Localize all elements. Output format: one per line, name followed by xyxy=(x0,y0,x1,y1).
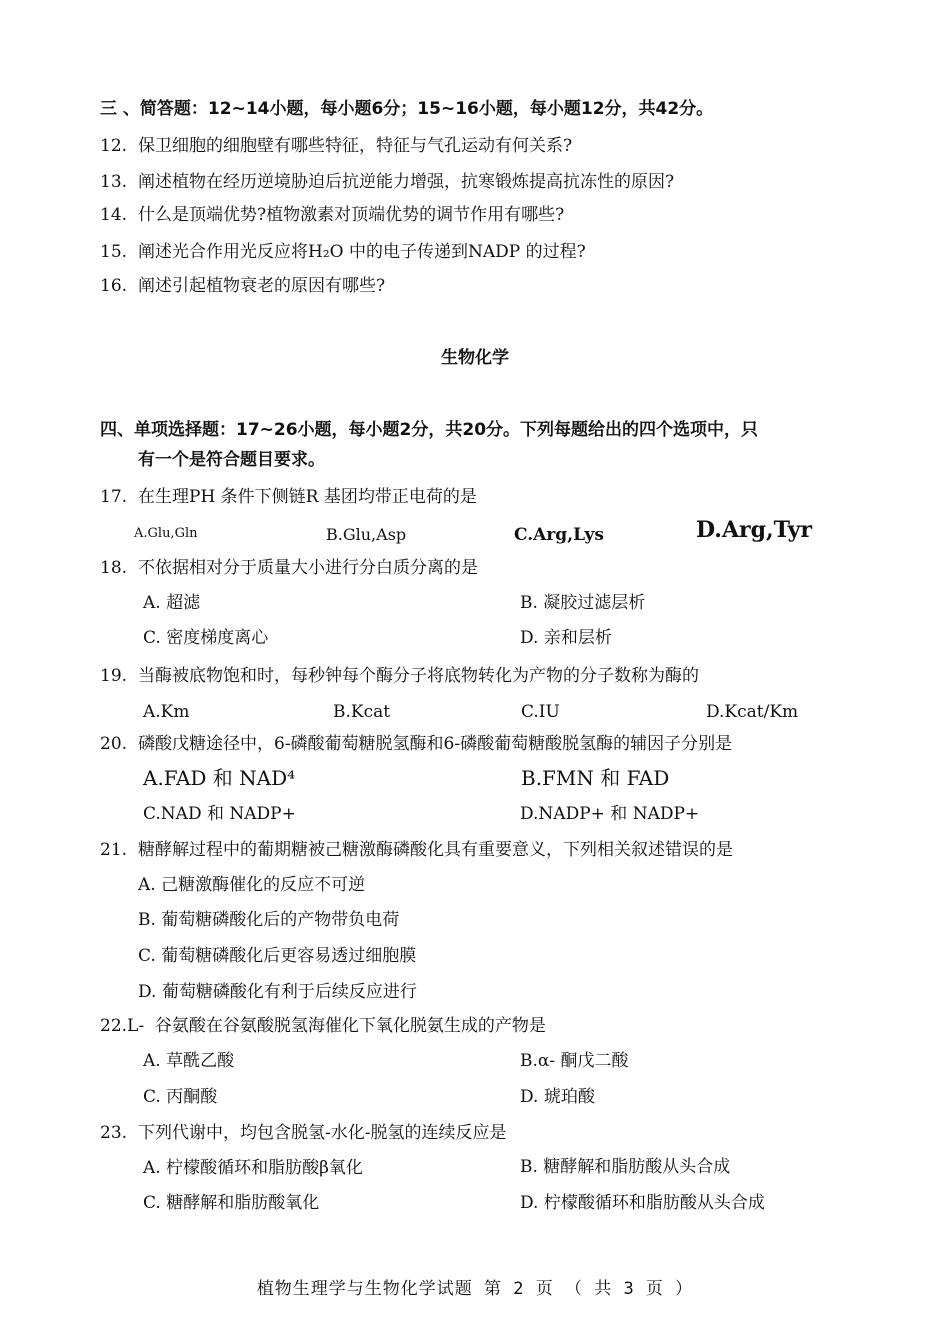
question-text: 糖酵解过程中的葡期糖被己糖激酶磷酸化具有重要意义，下列相关叙述错误的是 xyxy=(138,840,733,860)
q23-option-b: B. 糖酵解和脂肪酸从头合成 xyxy=(520,1157,731,1177)
question-13 xyxy=(100,170,674,194)
q21-option-a: A. 己糖激酶催化的反应不可逆 xyxy=(138,875,366,895)
question-text: 什么是顶端优势?植物激素对顶端优势的调节作用有哪些? xyxy=(138,205,565,225)
question-19 xyxy=(100,664,699,688)
question-number: 21. xyxy=(100,840,128,860)
q20-option-c: C.NAD 和 NADP+ xyxy=(143,804,296,824)
q21-option-d: D. 葡萄糖磷酸化有利于后续反应进行 xyxy=(138,982,417,1002)
q19-option-c: C.IU xyxy=(521,702,560,722)
q22-option-c: C. 丙酮酸 xyxy=(143,1087,218,1107)
question-text: 在生理PH 条件下侧链R 基团均带正电荷的是 xyxy=(138,487,477,507)
q22-option-d: D. 琥珀酸 xyxy=(520,1087,595,1107)
question-16 xyxy=(100,274,385,298)
q20-option-a: A.FAD 和 NAD⁴ xyxy=(143,766,296,790)
question-text: 当酶被底物饱和时，每秒钟每个酶分子将底物转化为产物的分子数称为酶的 xyxy=(138,666,699,686)
q18-option-c: C. 密度梯度离心 xyxy=(143,628,269,648)
question-20 xyxy=(100,732,732,756)
q22-option-b: B.α- 酮戊二酸 xyxy=(520,1051,629,1071)
q23-option-a: A. 柠檬酸循环和脂肪酸β氧化 xyxy=(143,1158,363,1178)
question-number: 19. xyxy=(100,666,128,686)
question-text: 不依据相对分于质量大小进行分白质分离的是 xyxy=(138,558,478,578)
q23-option-d: D. 柠檬酸循环和脂肪酸从头合成 xyxy=(520,1193,765,1213)
section4-heading-line1: 四、单项选择题：17~26小题，每小题2分，共20分。下列每题给出的四个选项中，只 xyxy=(100,420,759,440)
subject-title: 生物化学 xyxy=(441,348,509,368)
question-15 xyxy=(100,240,586,264)
q19-option-b: B.Kcat xyxy=(333,702,391,722)
question-number: 13. xyxy=(100,172,128,192)
question-number: 16. xyxy=(100,276,128,296)
question-number: 23. xyxy=(100,1123,128,1143)
q19-option-a: A.Km xyxy=(143,702,190,722)
question-number: 14. xyxy=(100,205,128,225)
question-number: 22.L- xyxy=(100,1016,145,1036)
q17-option-d: D.Arg,Tyr xyxy=(696,517,812,543)
section3-heading: 三 、简答题：12~14小题，每小题6分；15~16小题，每小题12分，共42分。 xyxy=(100,99,714,119)
question-text: 磷酸戊糖途径中，6-磷酸葡萄糖脱氢酶和6-磷酸葡萄糖酸脱氢酶的辅因子分别是 xyxy=(138,734,733,754)
question-text: 保卫细胞的细胞壁有哪些特征，特征与气孔运动有何关系? xyxy=(138,136,573,156)
question-text: 阐述植物在经历逆境胁迫后抗逆能力增强，抗寒锻炼提高抗冻性的原因? xyxy=(138,172,675,192)
question-number: 17. xyxy=(100,487,128,507)
question-number: 20. xyxy=(100,734,128,754)
q17-option-a: A.Glu,Gln xyxy=(134,526,198,541)
page-footer: 植物生理学与生物化学试题 第 2 页 （ 共 3 页 ） xyxy=(256,1279,694,1299)
question-text: 阐述引起植物衰老的原因有哪些? xyxy=(138,276,386,296)
q23-option-c: C. 糖酵解和脂肪酸氧化 xyxy=(143,1193,320,1213)
question-text: 谷氨酸在谷氨酸脱氢海催化下氧化脱氨生成的产物是 xyxy=(154,1016,546,1036)
q17-option-b: B.Glu,Asp xyxy=(326,525,407,544)
question-21 xyxy=(100,838,733,862)
question-12 xyxy=(100,134,572,158)
q18-option-a: A. 超滤 xyxy=(143,593,201,613)
question-23 xyxy=(100,1121,507,1145)
question-text: 阐述光合作用光反应将H₂O 中的电子传递到NADP 的过程? xyxy=(138,242,586,262)
q18-option-d: D. 亲和层析 xyxy=(520,628,612,648)
question-14 xyxy=(100,203,564,227)
question-text: 下列代谢中，均包含脱氢-水化-脱氢的连续反应是 xyxy=(138,1123,507,1143)
question-number: 15. xyxy=(100,242,128,262)
question-17 xyxy=(100,485,477,509)
q22-option-a: A. 草酰乙酸 xyxy=(143,1051,235,1071)
question-22 xyxy=(100,1014,546,1038)
q21-option-b: B. 葡萄糖磷酸化后的产物带负电荷 xyxy=(138,910,400,930)
question-18 xyxy=(100,556,478,580)
q18-option-b: B. 凝胶过滤层析 xyxy=(520,593,646,613)
question-number: 18. xyxy=(100,558,128,578)
q20-option-d: D.NADP+ 和 NADP+ xyxy=(520,804,700,824)
question-number: 12. xyxy=(100,136,128,156)
q17-option-c: C.Arg,Lys xyxy=(514,525,604,545)
q19-option-d: D.Kcat/Km xyxy=(706,702,799,722)
q20-option-b: B.FMN 和 FAD xyxy=(521,766,670,790)
section4-heading-line2: 有一个是符合题目要求。 xyxy=(138,450,325,470)
q21-option-c: C. 葡萄糖磷酸化后更容易透过细胞膜 xyxy=(138,946,417,966)
